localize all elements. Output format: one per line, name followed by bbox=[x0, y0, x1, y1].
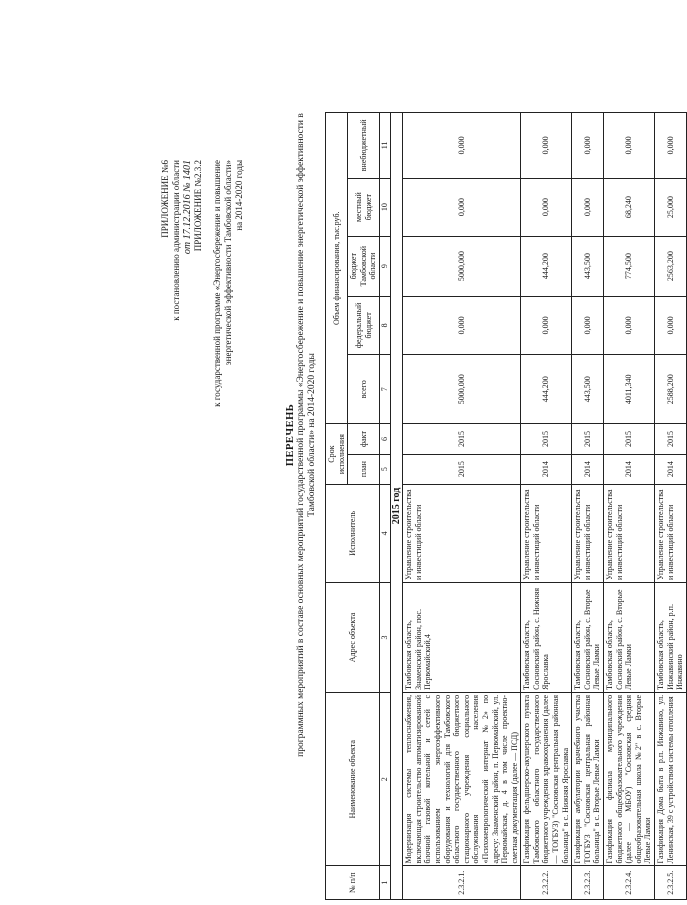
col-total: всего bbox=[348, 355, 380, 424]
table-body bbox=[403, 113, 687, 900]
cell-plan: 2014 bbox=[655, 454, 687, 484]
cell-extra: 0,000 bbox=[403, 113, 521, 179]
cell-federal: 0,000 bbox=[604, 296, 655, 354]
cell-local: 0,000 bbox=[521, 178, 572, 236]
index-cell: 6 bbox=[379, 424, 390, 454]
cell-total: 443,500 bbox=[572, 355, 604, 424]
cell-extra: 0,000 bbox=[521, 113, 572, 179]
index-cell: 4 bbox=[379, 484, 390, 582]
col-plan: план bbox=[348, 454, 380, 484]
cell-executor: Управление строительства и инвестиций области bbox=[604, 484, 655, 582]
col-federal: федеральный бюджет bbox=[348, 296, 380, 354]
cell-federal: 0,000 bbox=[655, 296, 687, 354]
appendix-header bbox=[160, 160, 204, 420]
index-row bbox=[379, 113, 390, 900]
cell-total: 2588,200 bbox=[655, 355, 687, 424]
cell-fact: 2015 bbox=[572, 424, 604, 454]
document-title bbox=[285, 75, 318, 795]
cell-plan: 2014 bbox=[604, 454, 655, 484]
col-funding: Объем финансирования, тыс.руб. bbox=[326, 113, 348, 425]
col-period: Срок исполнения bbox=[326, 424, 348, 484]
col-regional: бюджет Тамбовской области bbox=[348, 236, 380, 296]
cell-num: 2.3.2.3. bbox=[572, 866, 604, 900]
cell-executor: Управление строительства и инвестиций области bbox=[403, 484, 521, 582]
cell-federal: 0,000 bbox=[572, 296, 604, 354]
index-cell: 11 bbox=[379, 113, 390, 179]
year-label: 2015 год bbox=[390, 113, 403, 900]
col-address: Адрес объекта bbox=[326, 583, 380, 693]
cell-regional: 443,500 bbox=[572, 236, 604, 296]
measures-table bbox=[325, 112, 687, 900]
program-reference bbox=[212, 160, 245, 460]
cell-local: 0,000 bbox=[572, 178, 604, 236]
appendix-line: ПРИЛОЖЕНИЕ №2.3.2 bbox=[193, 160, 203, 252]
table-row bbox=[572, 113, 604, 900]
cell-total: 5000,000 bbox=[403, 355, 521, 424]
cell-name: Газификация амбулатории врачебного участка ТОГБУЗ "Сосновская центральная районная больница" в с. Вторые Левые Ламки bbox=[572, 692, 604, 866]
index-cell: 10 bbox=[379, 178, 390, 236]
cell-num: 2.3.2.4. bbox=[604, 866, 655, 900]
cell-extra: 0,000 bbox=[604, 113, 655, 179]
program-line: энергетической эффективности Тамбовской области» bbox=[223, 160, 233, 366]
cell-name: Газификация фельдшерско-акушерского пункта Тамбовского областного государственного бюджетного учреждения здравоохранения (далее — ТОГБУЗ) "Сосновская центральная районная больница" в с. Нижняя Ярославка bbox=[521, 692, 572, 866]
cell-name: Газификация филиала муниципального бюджетного общеобразовательного учреждения (далее — МБОУ) "Сосновская средняя общеобразовательная школа №2" в с. Вторые Левые Ламки bbox=[604, 692, 655, 866]
cell-num: 2.3.2.1. bbox=[403, 866, 521, 900]
cell-num: 2.3.2.5. bbox=[655, 866, 687, 900]
cell-name: Модернизация системы теплоснабжения, включающая строительство автоматизированной блочной газовой котельной и сетей с использованием энергоэффективного оборудования и технологий для Тамбовского областного государственного бюджетного стационарного учреждения социального обслуживания населения «Психоневрологический интернат №2» по адресу: Знаменский район, п. Первомайский, ул. Первомайская, д. 4 в том числе проектно-сметная документация (далее — ПСД) bbox=[403, 692, 521, 866]
index-cell: 8 bbox=[379, 296, 390, 354]
index-cell: 5 bbox=[379, 454, 390, 484]
title-line: программных мероприятий в составе основных мероприятий государственной программы «Энергосбережение и повышение энергетической эффективности в bbox=[296, 113, 306, 757]
col-extra: внебюджетный bbox=[348, 113, 380, 179]
year-row bbox=[390, 113, 403, 900]
index-cell: 3 bbox=[379, 583, 390, 693]
index-cell: 1 bbox=[379, 866, 390, 900]
cell-fact: 2015 bbox=[403, 424, 521, 454]
col-executor: Исполнитель bbox=[326, 484, 380, 582]
header-row bbox=[326, 113, 348, 900]
title-heading: ПЕРЕЧЕНЬ bbox=[285, 403, 296, 467]
cell-regional: 2563,200 bbox=[655, 236, 687, 296]
cell-regional: 5000,000 bbox=[403, 236, 521, 296]
program-line: к государственной программе «Энергосбережение и повышение bbox=[212, 160, 222, 407]
cell-local: 25,000 bbox=[655, 178, 687, 236]
cell-address: Тамбовская область, Сосновский район, с. Нижняя Ярославка bbox=[521, 583, 572, 693]
table-row bbox=[403, 113, 521, 900]
cell-plan: 2014 bbox=[572, 454, 604, 484]
cell-fact: 2015 bbox=[521, 424, 572, 454]
cell-federal: 0,000 bbox=[403, 296, 521, 354]
cell-address: Тамбовская область, Знаменский район, пос. Первомайский,4 bbox=[403, 583, 521, 693]
cell-name: Газификация Дома быта в р.п. Инжавино, ул. Ленинская, 39 с устройством системы отопления bbox=[655, 692, 687, 866]
cell-extra: 0,000 bbox=[655, 113, 687, 179]
index-cell: 2 bbox=[379, 692, 390, 866]
cell-regional: 774,500 bbox=[604, 236, 655, 296]
cell-address: Тамбовская область, Инжавинский район, р.п. Инжавино bbox=[655, 583, 687, 693]
col-num: № п/п bbox=[326, 866, 380, 900]
cell-local: 0,000 bbox=[403, 178, 521, 236]
cell-plan: 2014 bbox=[521, 454, 572, 484]
cell-executor: Управление строительства и инвестиций области bbox=[572, 484, 604, 582]
program-line: на 2014-2020 годы bbox=[234, 160, 244, 231]
cell-total: 444,200 bbox=[521, 355, 572, 424]
appendix-line: ПРИЛОЖЕНИЕ №6 bbox=[160, 160, 170, 238]
table-row bbox=[521, 113, 572, 900]
cell-executor: Управление строительства и инвестиций области bbox=[655, 484, 687, 582]
appendix-date-number: от 17.12.2016 № 1401 bbox=[182, 160, 193, 255]
cell-address: Тамбовская область, Сосновский район, с. Вторые Левые Ламки bbox=[572, 583, 604, 693]
cell-fact: 2015 bbox=[604, 424, 655, 454]
cell-regional: 444,200 bbox=[521, 236, 572, 296]
title-line: Тамбовской области» на 2014-2020 годы bbox=[307, 353, 317, 517]
cell-plan: 2015 bbox=[403, 454, 521, 484]
cell-extra: 0,000 bbox=[572, 113, 604, 179]
cell-fact: 2015 bbox=[655, 424, 687, 454]
col-fact: факт bbox=[348, 424, 380, 454]
index-cell: 7 bbox=[379, 355, 390, 424]
cell-executor: Управление строительства и инвестиций области bbox=[521, 484, 572, 582]
col-local: местный бюджет bbox=[348, 178, 380, 236]
cell-num: 2.3.2.2. bbox=[521, 866, 572, 900]
col-name: Наименование объекта bbox=[326, 692, 380, 866]
table-row bbox=[604, 113, 655, 900]
index-cell: 9 bbox=[379, 236, 390, 296]
cell-total: 4011,340 bbox=[604, 355, 655, 424]
cell-local: 68,240 bbox=[604, 178, 655, 236]
cell-address: Тамбовская область, Сосновский район, с. Вторые Левые Ламки bbox=[604, 583, 655, 693]
cell-federal: 0,000 bbox=[521, 296, 572, 354]
table-row bbox=[655, 113, 687, 900]
appendix-line: к постановлению администрации области bbox=[171, 160, 181, 321]
